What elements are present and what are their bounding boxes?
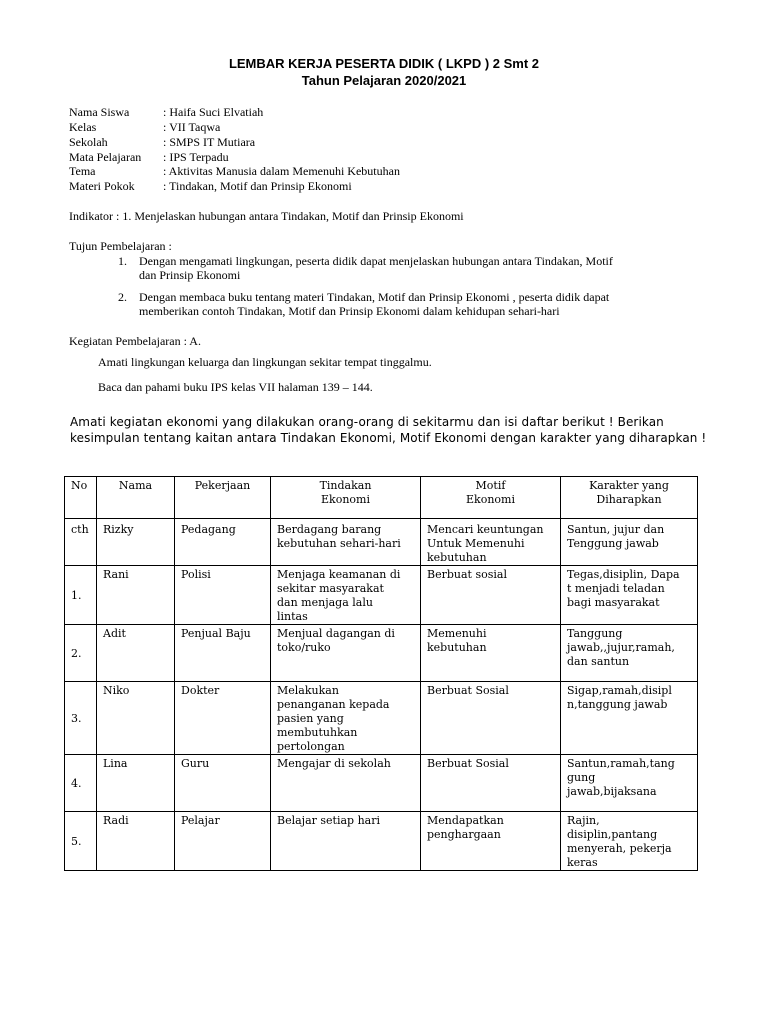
table-header-row: [65, 477, 698, 519]
header-nama: Nama: [97, 477, 175, 519]
info-label: Sekolah: [69, 135, 108, 149]
info-label: Nama Siswa: [69, 105, 130, 119]
table-row: [65, 682, 698, 755]
info-row-tema: [69, 164, 400, 179]
cell-nama: Rizky: [97, 519, 175, 566]
cell-karakter: Santun,ramah,tang gung jawab,bijaksana: [561, 755, 698, 812]
cell-pekerjaan: Polisi: [175, 566, 271, 625]
tujuan-heading: Tujun Pembelajaran :: [69, 239, 172, 253]
cell-motif: Mencari keuntungan Untuk Memenuhi kebutuhan: [421, 519, 561, 566]
cell-nama: Rani: [97, 566, 175, 625]
cell-nama: Lina: [97, 755, 175, 812]
kegiatan-heading: Kegiatan Pembelajaran : A.: [69, 334, 201, 348]
kegiatan-step-2: Baca dan pahami buku IPS kelas VII halaman 139 – 144.: [98, 380, 373, 394]
cell-pekerjaan: Guru: [175, 755, 271, 812]
cell-motif: Memenuhi kebutuhan: [421, 625, 561, 682]
info-label: Materi Pokok: [69, 179, 135, 193]
tujuan-item-number: 2.: [118, 290, 127, 304]
info-row-sekolah: [69, 135, 255, 150]
info-value: : Aktivitas Manusia dalam Memenuhi Kebutuhan: [163, 164, 400, 178]
cell-no: 1.: [65, 566, 97, 625]
table-row: [65, 755, 698, 812]
document-title: LEMBAR KERJA PESERTA DIDIK ( LKPD ) 2 Smt 2: [228, 56, 540, 71]
cell-karakter: Tegas,disiplin, Dapa t menjadi teladan bagi masyarakat: [561, 566, 698, 625]
cell-nama: Radi: [97, 812, 175, 871]
cell-karakter: Rajin, disiplin,pantang menyerah, pekerja keras: [561, 812, 698, 871]
tujuan-item-text: memberikan contoh Tindakan, Motif dan Prinsip Ekonomi dalam kehidupan sehari-hari: [139, 304, 560, 318]
info-row-mapel: [69, 150, 229, 165]
cell-pekerjaan: Pedagang: [175, 519, 271, 566]
table-row: [65, 566, 698, 625]
cell-tindakan: Menjaga keamanan di sekitar masyarakat dan menjaga lalu lintas: [271, 566, 421, 625]
header-pekerjaan: Pekerjaan: [175, 477, 271, 519]
tujuan-item-text: Dengan membaca buku tentang materi Tindakan, Motif dan Prinsip Ekonomi , peserta didik dapat: [139, 290, 610, 304]
cell-karakter: Tanggung jawab,,jujur,ramah, dan santun: [561, 625, 698, 682]
instruction-line-1: Amati kegiatan ekonomi yang dilakukan orang-orang di sekitarmu dan isi daftar berikut ! Berikan: [70, 415, 664, 429]
cell-no: 4.: [65, 755, 97, 812]
kegiatan-step-1: Amati lingkungan keluarga dan lingkungan sekitar tempat tinggalmu.: [98, 355, 432, 369]
cell-karakter: Santun, jujur dan Tenggung jawab: [561, 519, 698, 566]
header-tindakan: Tindakan Ekonomi: [271, 477, 421, 519]
cell-pekerjaan: Pelajar: [175, 812, 271, 871]
cell-no: cth: [65, 519, 97, 566]
info-row-materi: [69, 179, 352, 194]
instruction-line-2: kesimpulan tentang kaitan antara Tindakan Ekonomi, Motif Ekonomi dengan karakter yang diharapkan !: [70, 431, 707, 445]
info-value: : IPS Terpadu: [163, 150, 229, 164]
info-label: Kelas: [69, 120, 97, 134]
cell-no: 2.: [65, 625, 97, 682]
document-subtitle: Tahun Pelajaran 2020/2021: [301, 73, 467, 88]
cell-tindakan: Belajar setiap hari: [271, 812, 421, 871]
info-value: : Tindakan, Motif dan Prinsip Ekonomi: [163, 179, 352, 193]
tujuan-item-text: Dengan mengamati lingkungan, peserta didik dapat menjelaskan hubungan antara Tindakan, Motif: [139, 254, 613, 268]
cell-tindakan: Mengajar di sekolah: [271, 755, 421, 812]
cell-motif: Berbuat Sosial: [421, 755, 561, 812]
header-motif: Motif Ekonomi: [421, 477, 561, 519]
cell-nama: Adit: [97, 625, 175, 682]
cell-nama: Niko: [97, 682, 175, 755]
info-value: : Haifa Suci Elvatiah: [163, 105, 264, 119]
tujuan-item-text: dan Prinsip Ekonomi: [139, 268, 241, 282]
cell-tindakan: Berdagang barang kebutuhan sehari-hari: [271, 519, 421, 566]
cell-no: 5.: [65, 812, 97, 871]
header-no: No: [65, 477, 97, 519]
cell-tindakan: Melakukan penanganan kepada pasien yang membutuhkan pertolongan: [271, 682, 421, 755]
info-row-kelas: [69, 120, 220, 135]
table-row: [65, 812, 698, 871]
info-value: : SMPS IT Mutiara: [163, 135, 256, 149]
lkpd-table: [64, 476, 698, 871]
info-value: : VII Taqwa: [163, 120, 221, 134]
header-karakter: Karakter yang Diharapkan: [561, 477, 698, 519]
cell-motif: Berbuat Sosial: [421, 682, 561, 755]
cell-tindakan: Menjual dagangan di toko/ruko: [271, 625, 421, 682]
table-row: [65, 625, 698, 682]
info-row-nama: [69, 105, 263, 120]
indikator-text: Indikator : 1. Menjelaskan hubungan antara Tindakan, Motif dan Prinsip Ekonomi: [69, 209, 464, 223]
tujuan-item-number: 1.: [118, 254, 127, 268]
info-label: Mata Pelajaran: [69, 150, 142, 164]
cell-motif: Berbuat sosial: [421, 566, 561, 625]
cell-pekerjaan: Penjual Baju: [175, 625, 271, 682]
cell-motif: Mendapatkan penghargaan: [421, 812, 561, 871]
cell-pekerjaan: Dokter: [175, 682, 271, 755]
cell-no: 3.: [65, 682, 97, 755]
info-label: Tema: [69, 164, 96, 178]
cell-karakter: Sigap,ramah,disipl n,tanggung jawab: [561, 682, 698, 755]
table-row: [65, 519, 698, 566]
